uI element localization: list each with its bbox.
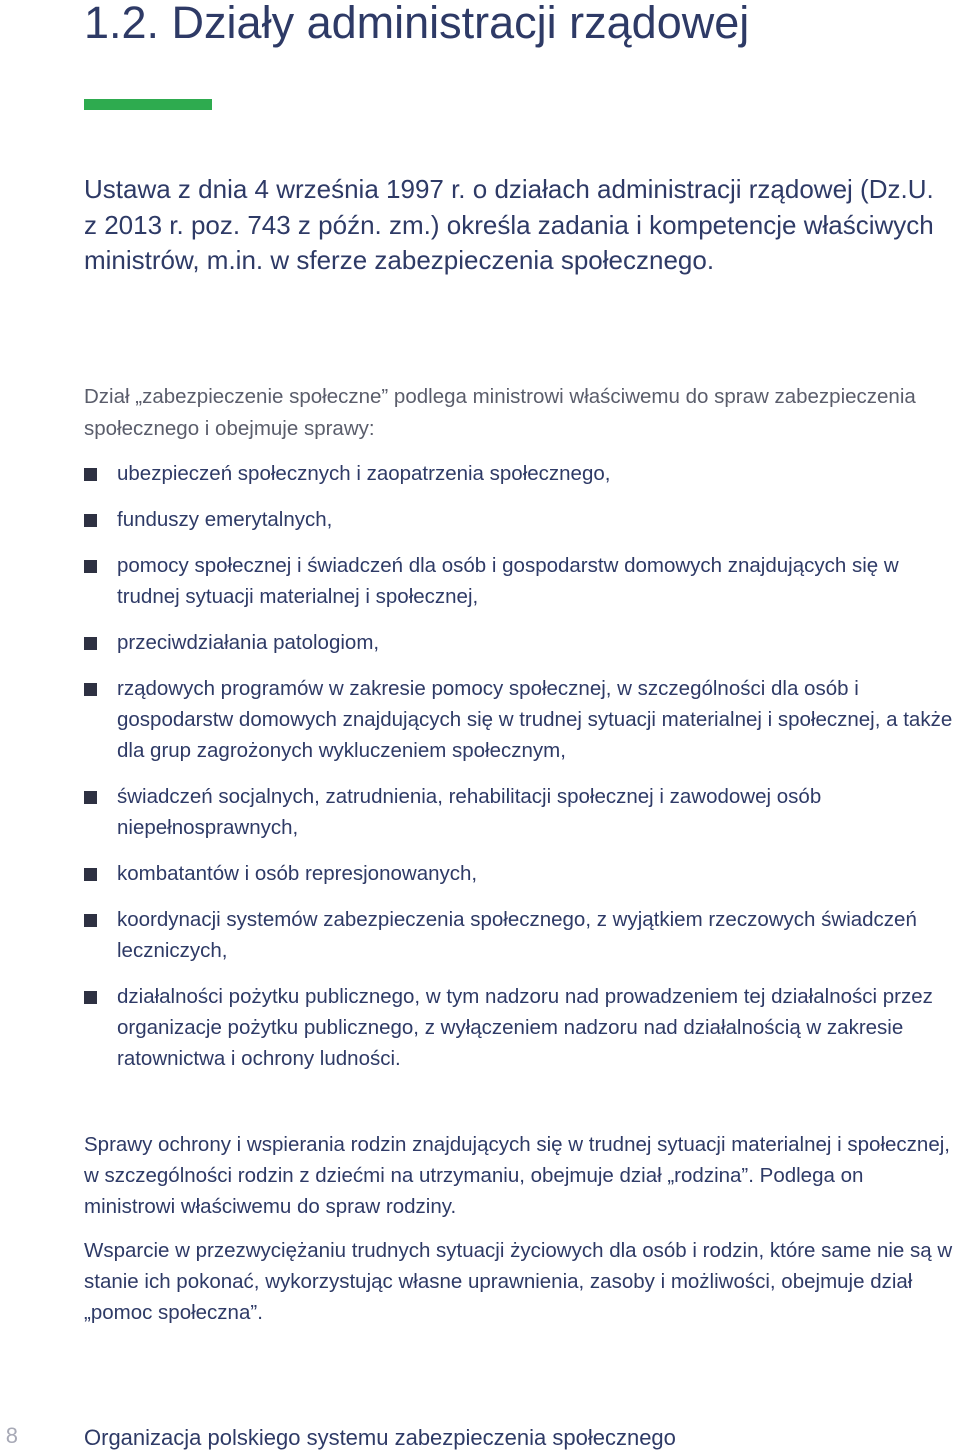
body-paragraph-social-assistance: Wsparcie w przezwyciężaniu trudnych sytuacji życiowych dla osób i rodzin, które same nie są w stanie ich pokonać, wykorzystując własne uprawnienia, zasoby i możliwości, obejmuje dział „pomoc społeczna”. [84, 1239, 953, 1324]
square-bullet-icon [84, 991, 97, 1004]
square-bullet-icon [84, 560, 97, 573]
list-item-text: koordynacji systemów zabezpieczenia społecznego, z wyjątkiem rzeczowych świadczeń leczniczych, [117, 908, 917, 962]
list-item [84, 858, 960, 889]
square-bullet-icon [84, 868, 97, 881]
list-item [84, 627, 960, 658]
list-item [84, 781, 960, 843]
square-bullet-icon [84, 468, 97, 481]
list-item [84, 981, 960, 1074]
list-item [84, 673, 960, 766]
list-item-text: kombatantów i osób represjonowanych, [117, 862, 478, 885]
list-item-text: przeciwdziałania patologiom, [117, 631, 380, 654]
body-paragraph-family: Sprawy ochrony i wspierania rodzin znajdujących się w trudnej sytuacji materialnej i społecznej, w szczególności rodzin z dziećmi na utrzymaniu, obejmuje dział „rodzina”. Podlega on ministrowi właściwemu do spraw rodziny. [84, 1133, 950, 1218]
square-bullet-icon [84, 791, 97, 804]
page-number: 8 [5, 1423, 18, 1448]
list-item [84, 550, 960, 612]
lead-paragraph: Ustawa z dnia 4 września 1997 r. o działach administracji rządowej (Dz.U. z 2013 r. poz. 743 z późn. zm.) określa zadania i kompetencje właściwych ministrów, m.in. w sferze zabezpieczenia społecznego. [84, 174, 934, 275]
list-item-text: funduszy emerytalnych, [117, 508, 333, 531]
list-item [84, 458, 960, 489]
list-item-text: świadczeń socjalnych, zatrudnienia, rehabilitacji społecznej i zawodowej osób niepełnosprawnych, [117, 785, 822, 839]
accent-rule [84, 99, 212, 110]
list-item-text: działalności pożytku publicznego, w tym nadzoru nad prowadzeniem tej działalności przez organizacje pożytku publicznego, z wyłączeniem nadzoru nad działalnością w zakresie ratownictwa i ochrony ludności. [117, 985, 933, 1070]
square-bullet-icon [84, 514, 97, 527]
intro-paragraph: Dział „zabezpieczenie społeczne” podlega ministrowi właściwemu do spraw zabezpieczenia społecznego i obejmuje sprawy: [84, 385, 916, 440]
square-bullet-icon [84, 914, 97, 927]
responsibilities-list [84, 458, 960, 1089]
list-item-text: rządowych programów w zakresie pomocy społecznej, w szczególności dla osób i gospodarstw domowych znajdujących się w trudnej sytuacji materialnej i społecznej, a także dla grup zagrożonych wykluczeniem społecznym, [117, 677, 953, 762]
list-item [84, 904, 960, 966]
list-item [84, 504, 960, 535]
list-item-text: ubezpieczeń społecznych i zaopatrzenia społecznego, [117, 462, 611, 485]
square-bullet-icon [84, 683, 97, 696]
footer-title: Organizacja polskiego systemu zabezpieczenia społecznego [84, 1425, 676, 1450]
square-bullet-icon [84, 637, 97, 650]
page-title: 1.2. Działy administracji rządowej [84, 0, 750, 48]
list-item-text: pomocy społecznej i świadczeń dla osób i gospodarstw domowych znajdujących się w trudnej sytuacji materialnej i społecznej, [117, 554, 899, 608]
